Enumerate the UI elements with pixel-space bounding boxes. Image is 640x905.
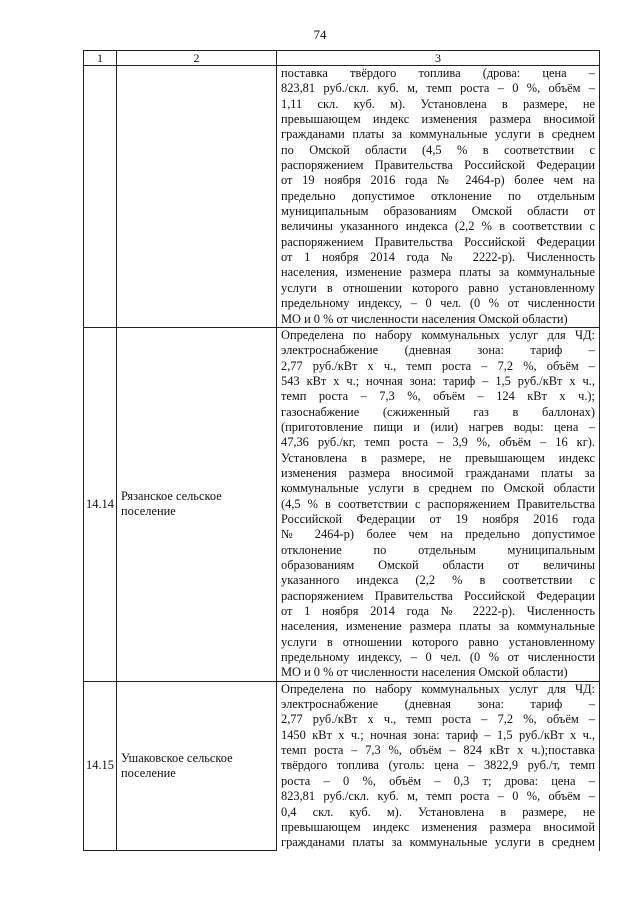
description-line: гражданами платы за коммунальные услуги в среднем	[281, 835, 595, 850]
description-line: 1,11 скл. куб. м). Установлена в размере, не	[281, 96, 595, 111]
description-line: 823,81 руб./скл. куб. м, темп роста – 0 %, объём –	[281, 81, 595, 96]
description-line: величины указанного индекса (2,2 % в соответствии с	[281, 219, 595, 234]
description-line: 0,4 скл. куб. м). Установлена в размере, не	[281, 804, 595, 819]
description-line: темп роста – 7,3 %, объём – 124 кВт х ч.);	[281, 389, 595, 404]
description-line: превышающем индекс изменения размера вносимой	[281, 819, 595, 834]
description-line: (4,5 % в соответствии с распоряжением Правительства	[281, 496, 595, 511]
description-line: 543 кВт х ч.; ночная зона: тариф – 1,5 руб./кВт х ч.,	[281, 373, 595, 388]
description-line: 47,36 руб./кг, темп роста – 3,9 %, объём – 16 кг).	[281, 435, 595, 450]
description-line: предельно допустимое отклонение по отдельным	[281, 188, 595, 203]
description-line: МО и 0 % от численности населения Омской области)	[281, 665, 568, 680]
description-line: отклонение по отдельным муниципальным	[281, 542, 595, 557]
row-description	[277, 66, 600, 328]
header-col-2: 2	[117, 51, 277, 66]
row-number: 14.14	[84, 327, 117, 681]
description-line: электроснабжение (дневная зона: тариф –	[281, 343, 595, 358]
row-number	[84, 66, 117, 328]
page-number: 74	[313, 27, 327, 42]
description-line: населения, изменение размера платы за коммунальные	[281, 619, 595, 634]
description-line: указанного индекса (2,2 % в соответствии с	[281, 573, 595, 588]
description-line: распоряжением Правительства Российской Федерации	[281, 234, 595, 249]
description-line: муниципальным образованиям Омской области от	[281, 204, 595, 219]
settlement-name: Рязанское сельское поселение	[117, 327, 277, 681]
table-header-row	[84, 51, 600, 66]
tariff-table	[83, 50, 600, 851]
description-line: Российской Федерации от 19 ноября 2016 года	[281, 511, 595, 526]
description-line: 823,81 руб./скл. куб. м, темп роста – 0 %, объём –	[281, 789, 595, 804]
row-description	[277, 327, 600, 681]
description-line: 2,77 руб./кВт х ч., темп роста – 7,2 %, объём –	[281, 358, 595, 373]
row-description	[277, 681, 600, 850]
row-number: 14.15	[84, 681, 117, 850]
description-line: газоснабжение (сжиженный газ в баллонах)	[281, 404, 595, 419]
description-line: МО и 0 % от численности населения Омской области)	[281, 311, 568, 326]
description-line: по Омской области (4,5 % в соответствии с	[281, 142, 595, 157]
description-line: 2,77 руб./кВт х ч., темп роста – 7,2 %, объём –	[281, 712, 595, 727]
description-line: образованиям Омской области от величины	[281, 558, 595, 572]
description-line: распоряжением Правительства Российской Федерации	[281, 588, 595, 603]
table-row	[84, 327, 600, 681]
description-line: Установлена в размере, не превышающем индекс	[281, 450, 595, 465]
header-col-3: 3	[277, 51, 600, 66]
description-line: гражданами платы за коммунальные услуги в среднем	[281, 127, 595, 142]
settlement-name	[117, 66, 277, 328]
description-line: коммунальные услуги в среднем по Омской области	[281, 481, 595, 496]
description-line: (приготовление пищи и (или) нагрев воды: цена –	[281, 419, 595, 434]
description-line: электроснабжение (дневная зона: тариф –	[281, 697, 595, 712]
description-line: роста – 0 %, объём – 0,3 т; дрова: цена –	[281, 773, 595, 788]
description-line: Определена по набору коммунальных услуг для ЧД:	[281, 327, 595, 342]
description-line: поставка твёрдого топлива (дрова: цена –	[281, 66, 595, 80]
description-line: темп роста – 7,3 %, объём – 824 кВт х ч.);поставка	[281, 743, 595, 758]
description-line: от 1 ноября 2014 года № 2222-р). Численность	[281, 250, 595, 265]
header-col-1: 1	[84, 51, 117, 66]
table-row	[84, 66, 600, 328]
description-line: предельному индексу, – 0 чел. (0 % от численности	[281, 650, 595, 665]
description-line: от 1 ноября 2014 года № 2222-р). Численность	[281, 604, 595, 619]
description-line: твёрдого топлива (уголь: цена – 3822,9 руб./т, темп	[281, 758, 595, 773]
description-line: предельному индексу, – 0 чел. (0 % от численности	[281, 296, 595, 311]
description-line: населения, изменение размера платы за коммунальные	[281, 265, 595, 280]
description-line: Определена по набору коммунальных услуг для ЧД:	[281, 681, 595, 696]
description-line: № 2464-р) более чем на предельно допустимое	[281, 527, 595, 542]
table-row	[84, 681, 600, 850]
description-line: услуги в отношении которого равно установленному	[281, 634, 595, 649]
description-line: услуги в отношении которого равно установленному	[281, 280, 595, 295]
description-line: превышающем индекс изменения размера вносимой	[281, 112, 595, 127]
description-line: распоряжением Правительства Российской Федерации	[281, 158, 595, 173]
description-line: 1450 кВт х ч.; ночная зона: тариф – 1,5 руб./кВт х ч.,	[281, 727, 595, 742]
description-line: изменения размера вносимой гражданами платы за	[281, 465, 595, 480]
settlement-name: Ушаковское сельское поселение	[117, 681, 277, 850]
description-line: от 19 ноября 2016 года № 2464-р) более чем на	[281, 173, 595, 188]
